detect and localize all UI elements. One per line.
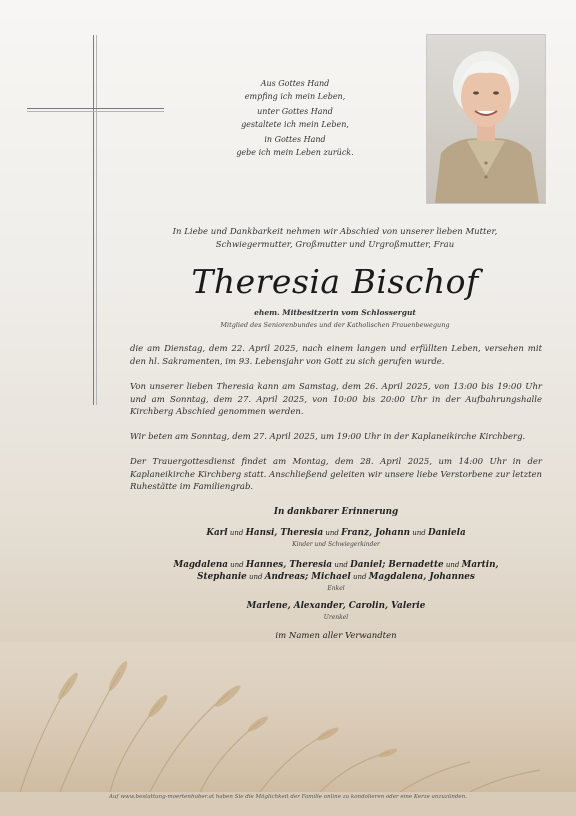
great-grandchildren-names: Marlene, Alexander, Carolin, Valerie: [246, 601, 426, 611]
children-names: Karl und Hansi, Theresia und Franz, Johann und Daniela: [206, 528, 466, 538]
prayer-paragraph: Wir beten am Sonntag, dem 27. April 2025, um 19:00 Uhr in der Kaplaneikirche Kirchberg.: [130, 432, 526, 442]
memory-heading: In dankbarer Erinnerung: [273, 507, 399, 517]
closing-text: im Namen aller Verwandten: [275, 631, 397, 641]
intro-text: In Liebe und Dankbarkeit nehmen wir Abschied von unserer lieben Mutter, Schwiegermutter, Großmutter und Urgroßmutter, Frau: [172, 227, 498, 250]
death-paragraph: die am Dienstag, dem 22. April 2025, nach einem langen und erfüllten Leben, versehen mit den hl. Sakramenten, im 93. Lebensjahr von Gott zu sich gerufen wurde.: [130, 344, 542, 367]
portrait-photo: [426, 34, 546, 204]
grandchildren-line-1: Magdalena und Hannes, Theresia und Daniel; Bernadette und Martin,: [173, 560, 499, 570]
children-label: Kinder und Schwiegerkinder: [292, 541, 380, 548]
poem: [205, 78, 385, 162]
poem-line: empfing ich mein Leben,: [244, 91, 346, 101]
deceased-membership: Mitglied des Seniorenbundes und der Katholischen Frauenbewegung: [220, 321, 450, 329]
farewell-paragraph: Von unserer lieben Theresia kann am Samstag, dem 26. April 2025, von 13:00 bis 19:00 Uhr und am Sonntag, dem 27. April 2025, von 10:00 bis 20:00 Uhr in der Aufbahrungshalle Kirchberg Abschied genommen werden.: [130, 382, 542, 417]
poem-line: unter Gottes Hand: [257, 107, 333, 116]
service-paragraph: Der Trauergottesdienst findet am Montag, dem 28. April 2025, um 14:00 Uhr in der Kaplaneikirche Kirchberg statt. Anschließend geleiten wir unsere liebe Verstorbene zur letzten Ruhestätte im Familiengrab.: [130, 457, 542, 492]
deceased-name: Theresia Bischof: [191, 262, 479, 301]
wheat-field-image: [0, 642, 576, 792]
poem-line: gestaltete ich mein Leben,: [241, 119, 349, 129]
grandchildren-label: Enkel: [327, 585, 345, 592]
poem-line: in Gottes Hand: [264, 135, 326, 144]
footer-note: Auf www.bestattung-moertenhuber.at haben Sie die Möglichkeit der Familie online zu kondolieren oder eine Kerze anzuzünden.: [109, 794, 467, 800]
grandchildren-line-2: Stephanie und Andreas; Michael und Magdalena, Johannes: [197, 572, 475, 582]
deceased-role: ehem. Mitbesitzerin vom Schlossergut: [254, 308, 416, 317]
poem-line: gebe ich mein Leben zurück.: [236, 147, 354, 157]
poem-line: Aus Gottes Hand: [260, 79, 330, 88]
great-grandchildren-label: Urenkel: [323, 614, 349, 621]
